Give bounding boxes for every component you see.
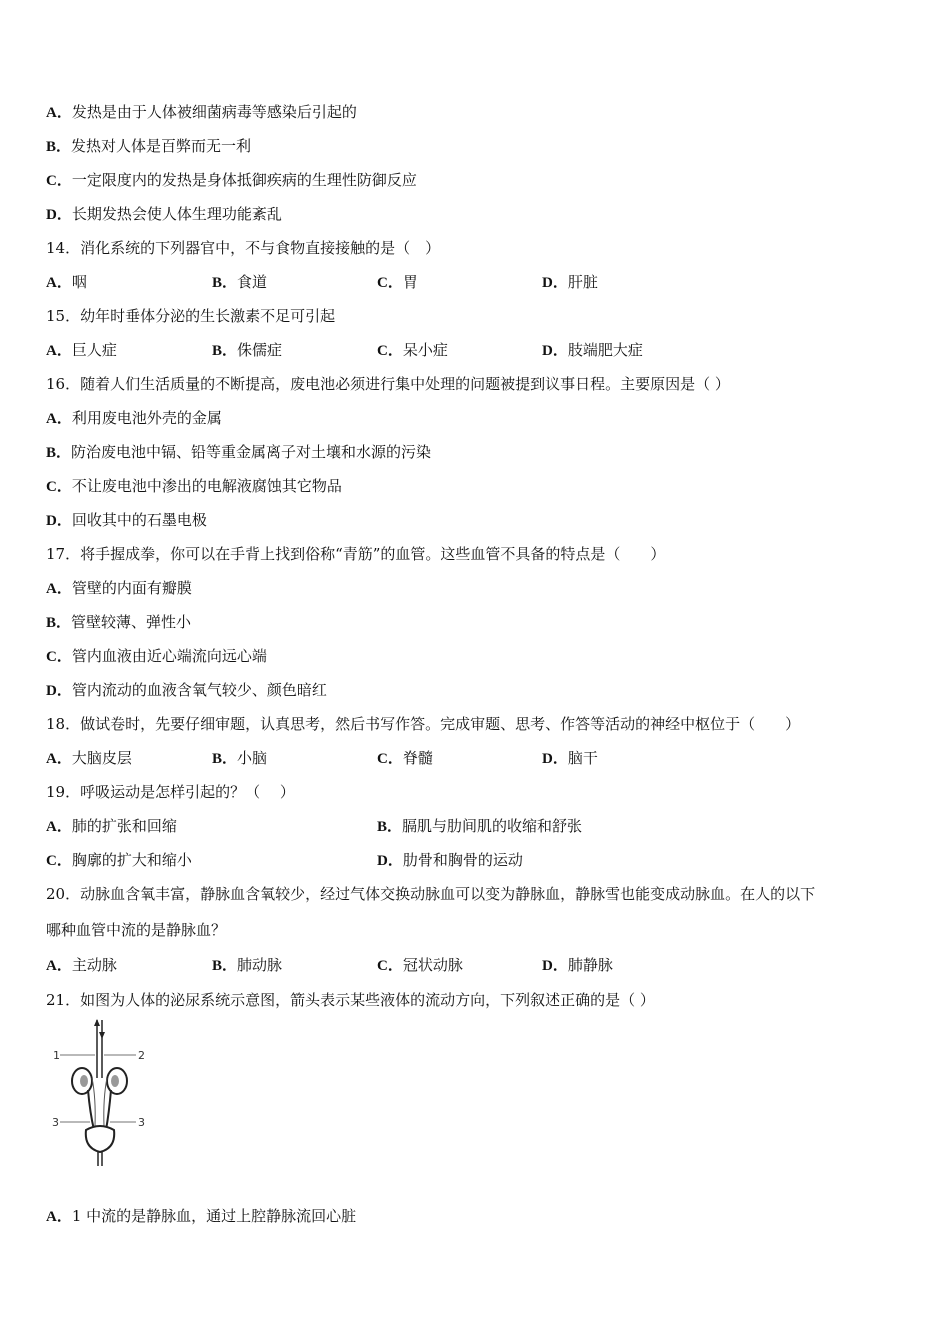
q15-option-a (46, 340, 117, 361)
option-label: C． (377, 343, 403, 359)
option-text: 胸廓的扩大和缩小 (71, 851, 192, 869)
option-text: 冠状动脉 (402, 956, 463, 974)
option-label: B． (377, 819, 403, 835)
q13-option-a (46, 102, 357, 123)
q18-stem: 18．做试卷时，先要仔细审题，认真思考，然后书写作答。完成审题、思考、作答等活动的神经中枢位于（ ） (46, 715, 801, 733)
option-label: B． (46, 445, 72, 461)
option-text: 脊髓 (402, 749, 433, 767)
option-text: 管内血液由近心端流向远心端 (71, 647, 267, 665)
option-label: A． (46, 343, 72, 359)
option-text: 膈肌与肋间肌的收缩和舒张 (402, 817, 583, 835)
option-label: B． (46, 615, 72, 631)
q18-option-c (377, 748, 433, 769)
option-text: 咽 (71, 273, 87, 291)
q20-option-c (377, 955, 463, 976)
option-label: D． (542, 275, 568, 291)
q16-option-d (46, 510, 207, 531)
option-label: A． (46, 411, 72, 427)
urinary-system-diagram (50, 1018, 150, 1168)
option-text: 一定限度内的发热是身体抵御疾病的生理性防御反应 (71, 171, 417, 189)
option-text: 肝脏 (567, 273, 598, 291)
figure-label-1: 1 (53, 1049, 60, 1062)
q15-option-d (542, 340, 643, 361)
option-text: 肺动脉 (237, 956, 283, 974)
q17-option-c (46, 646, 267, 667)
q13-option-d (46, 204, 282, 225)
q15-stem: 15．幼年时垂体分泌的生长激素不足可引起 (46, 307, 336, 325)
q14-stem: 14．消化系统的下列器官中，不与食物直接接触的是（ ） (46, 239, 441, 257)
option-text: 主动脉 (71, 956, 117, 974)
figure-label-3-left: 3 (52, 1116, 59, 1129)
option-label: B． (212, 275, 238, 291)
option-label: A． (46, 581, 72, 597)
option-label: D． (542, 958, 568, 974)
q19-option-b (377, 816, 582, 837)
option-text: 肢端肥大症 (567, 341, 643, 359)
q14-option-c (377, 272, 418, 293)
option-text: 发热是由于人体被细菌病毒等感染后引起的 (71, 103, 357, 121)
q14-option-a (46, 272, 87, 293)
option-label: A． (46, 275, 72, 291)
option-label: B． (46, 139, 72, 155)
q13-option-c (46, 170, 417, 191)
option-label: C． (377, 958, 403, 974)
q14-option-b (212, 272, 267, 293)
option-text: 回收其中的石墨电极 (71, 511, 207, 529)
q15-option-c (377, 340, 448, 361)
q17-option-d (46, 680, 327, 701)
option-label: A． (46, 751, 72, 767)
option-text: 管壁的内面有瓣膜 (71, 579, 192, 597)
option-label: C． (46, 853, 72, 869)
q20-stem-line1: 20．动脉血含氧丰富，静脉血含氧较少，经过气体交换动脉血可以变为静脉血，静脉雪也能变成动脉血。在人的以下 (46, 885, 816, 903)
q20-option-a (46, 955, 117, 976)
q21-option-a (46, 1206, 356, 1227)
option-label: A． (46, 1209, 72, 1225)
option-text: 侏儒症 (237, 341, 283, 359)
q16-option-b (46, 442, 431, 463)
option-text: 小脑 (237, 749, 268, 767)
figure-label-3-right: 3 (138, 1116, 145, 1129)
option-label: A． (46, 819, 72, 835)
option-label: D． (377, 853, 403, 869)
option-label: C． (46, 649, 72, 665)
option-label: D． (542, 343, 568, 359)
option-text: 长期发热会使人体生理功能紊乱 (71, 205, 282, 223)
option-text: 肺的扩张和回缩 (71, 817, 177, 835)
q16-option-a (46, 408, 222, 429)
option-label: B． (212, 343, 238, 359)
option-label: D． (46, 683, 72, 699)
option-text: 脑干 (567, 749, 598, 767)
q19-option-d (377, 850, 523, 871)
option-text: 管内流动的血液含氧气较少、颜色暗红 (71, 681, 327, 699)
option-label: C． (377, 275, 403, 291)
option-text: 防治废电池中镉、铅等重金属离子对土壤和水源的污染 (71, 443, 432, 461)
q19-option-c (46, 850, 192, 871)
q19-stem: 19．呼吸运动是怎样引起的？（ ） (46, 783, 295, 801)
option-label: D． (46, 513, 72, 529)
option-label: D． (46, 207, 72, 223)
option-text: 巨人症 (71, 341, 117, 359)
option-label: C． (46, 173, 72, 189)
q17-stem: 17．将手握成拳，你可以在手背上找到俗称“青筋”的血管。这些血管不具备的特点是（ ） (46, 545, 666, 563)
option-text: 食道 (237, 273, 268, 291)
option-text: 肋骨和胸骨的运动 (402, 851, 523, 869)
option-label: C． (46, 479, 72, 495)
q16-option-c (46, 476, 342, 497)
q18-option-d (542, 748, 598, 769)
option-label: D． (542, 751, 568, 767)
option-text: 不让废电池中渗出的电解液腐蚀其它物品 (71, 477, 342, 495)
q20-option-d (542, 955, 613, 976)
option-label: C． (377, 751, 403, 767)
option-text: 胃 (402, 273, 418, 291)
q15-option-b (212, 340, 282, 361)
option-label: B． (212, 958, 238, 974)
option-text: 肺静脉 (567, 956, 613, 974)
figure-label-2: 2 (138, 1049, 145, 1062)
q13-option-b (46, 136, 251, 157)
option-label: A． (46, 105, 72, 121)
option-text: 呆小症 (402, 341, 448, 359)
q19-option-a (46, 816, 177, 837)
q14-option-d (542, 272, 598, 293)
option-label: B． (212, 751, 238, 767)
q20-stem-line2: 哪种血管中流的是静脉血？ (46, 921, 227, 939)
q17-option-b (46, 612, 191, 633)
option-text: 管壁较薄、弹性小 (71, 613, 192, 631)
q18-option-a (46, 748, 132, 769)
option-text: 大脑皮层 (71, 749, 132, 767)
q18-option-b (212, 748, 267, 769)
q16-stem: 16．随着人们生活质量的不断提高，废电池必须进行集中处理的问题被提到议事日程。主要原因是（ ） (46, 375, 730, 393)
q21-stem: 21．如图为人体的泌尿系统示意图，箭头表示某些液体的流动方向，下列叙述正确的是（ ） (46, 991, 655, 1009)
option-label: A． (46, 958, 72, 974)
option-text: 利用废电池外壳的金属 (71, 409, 222, 427)
q17-option-a (46, 578, 192, 599)
option-text: 1 中流的是静脉血，通过上腔静脉流回心脏 (71, 1207, 357, 1225)
q20-option-b (212, 955, 282, 976)
option-text: 发热对人体是百弊而无一利 (71, 137, 252, 155)
